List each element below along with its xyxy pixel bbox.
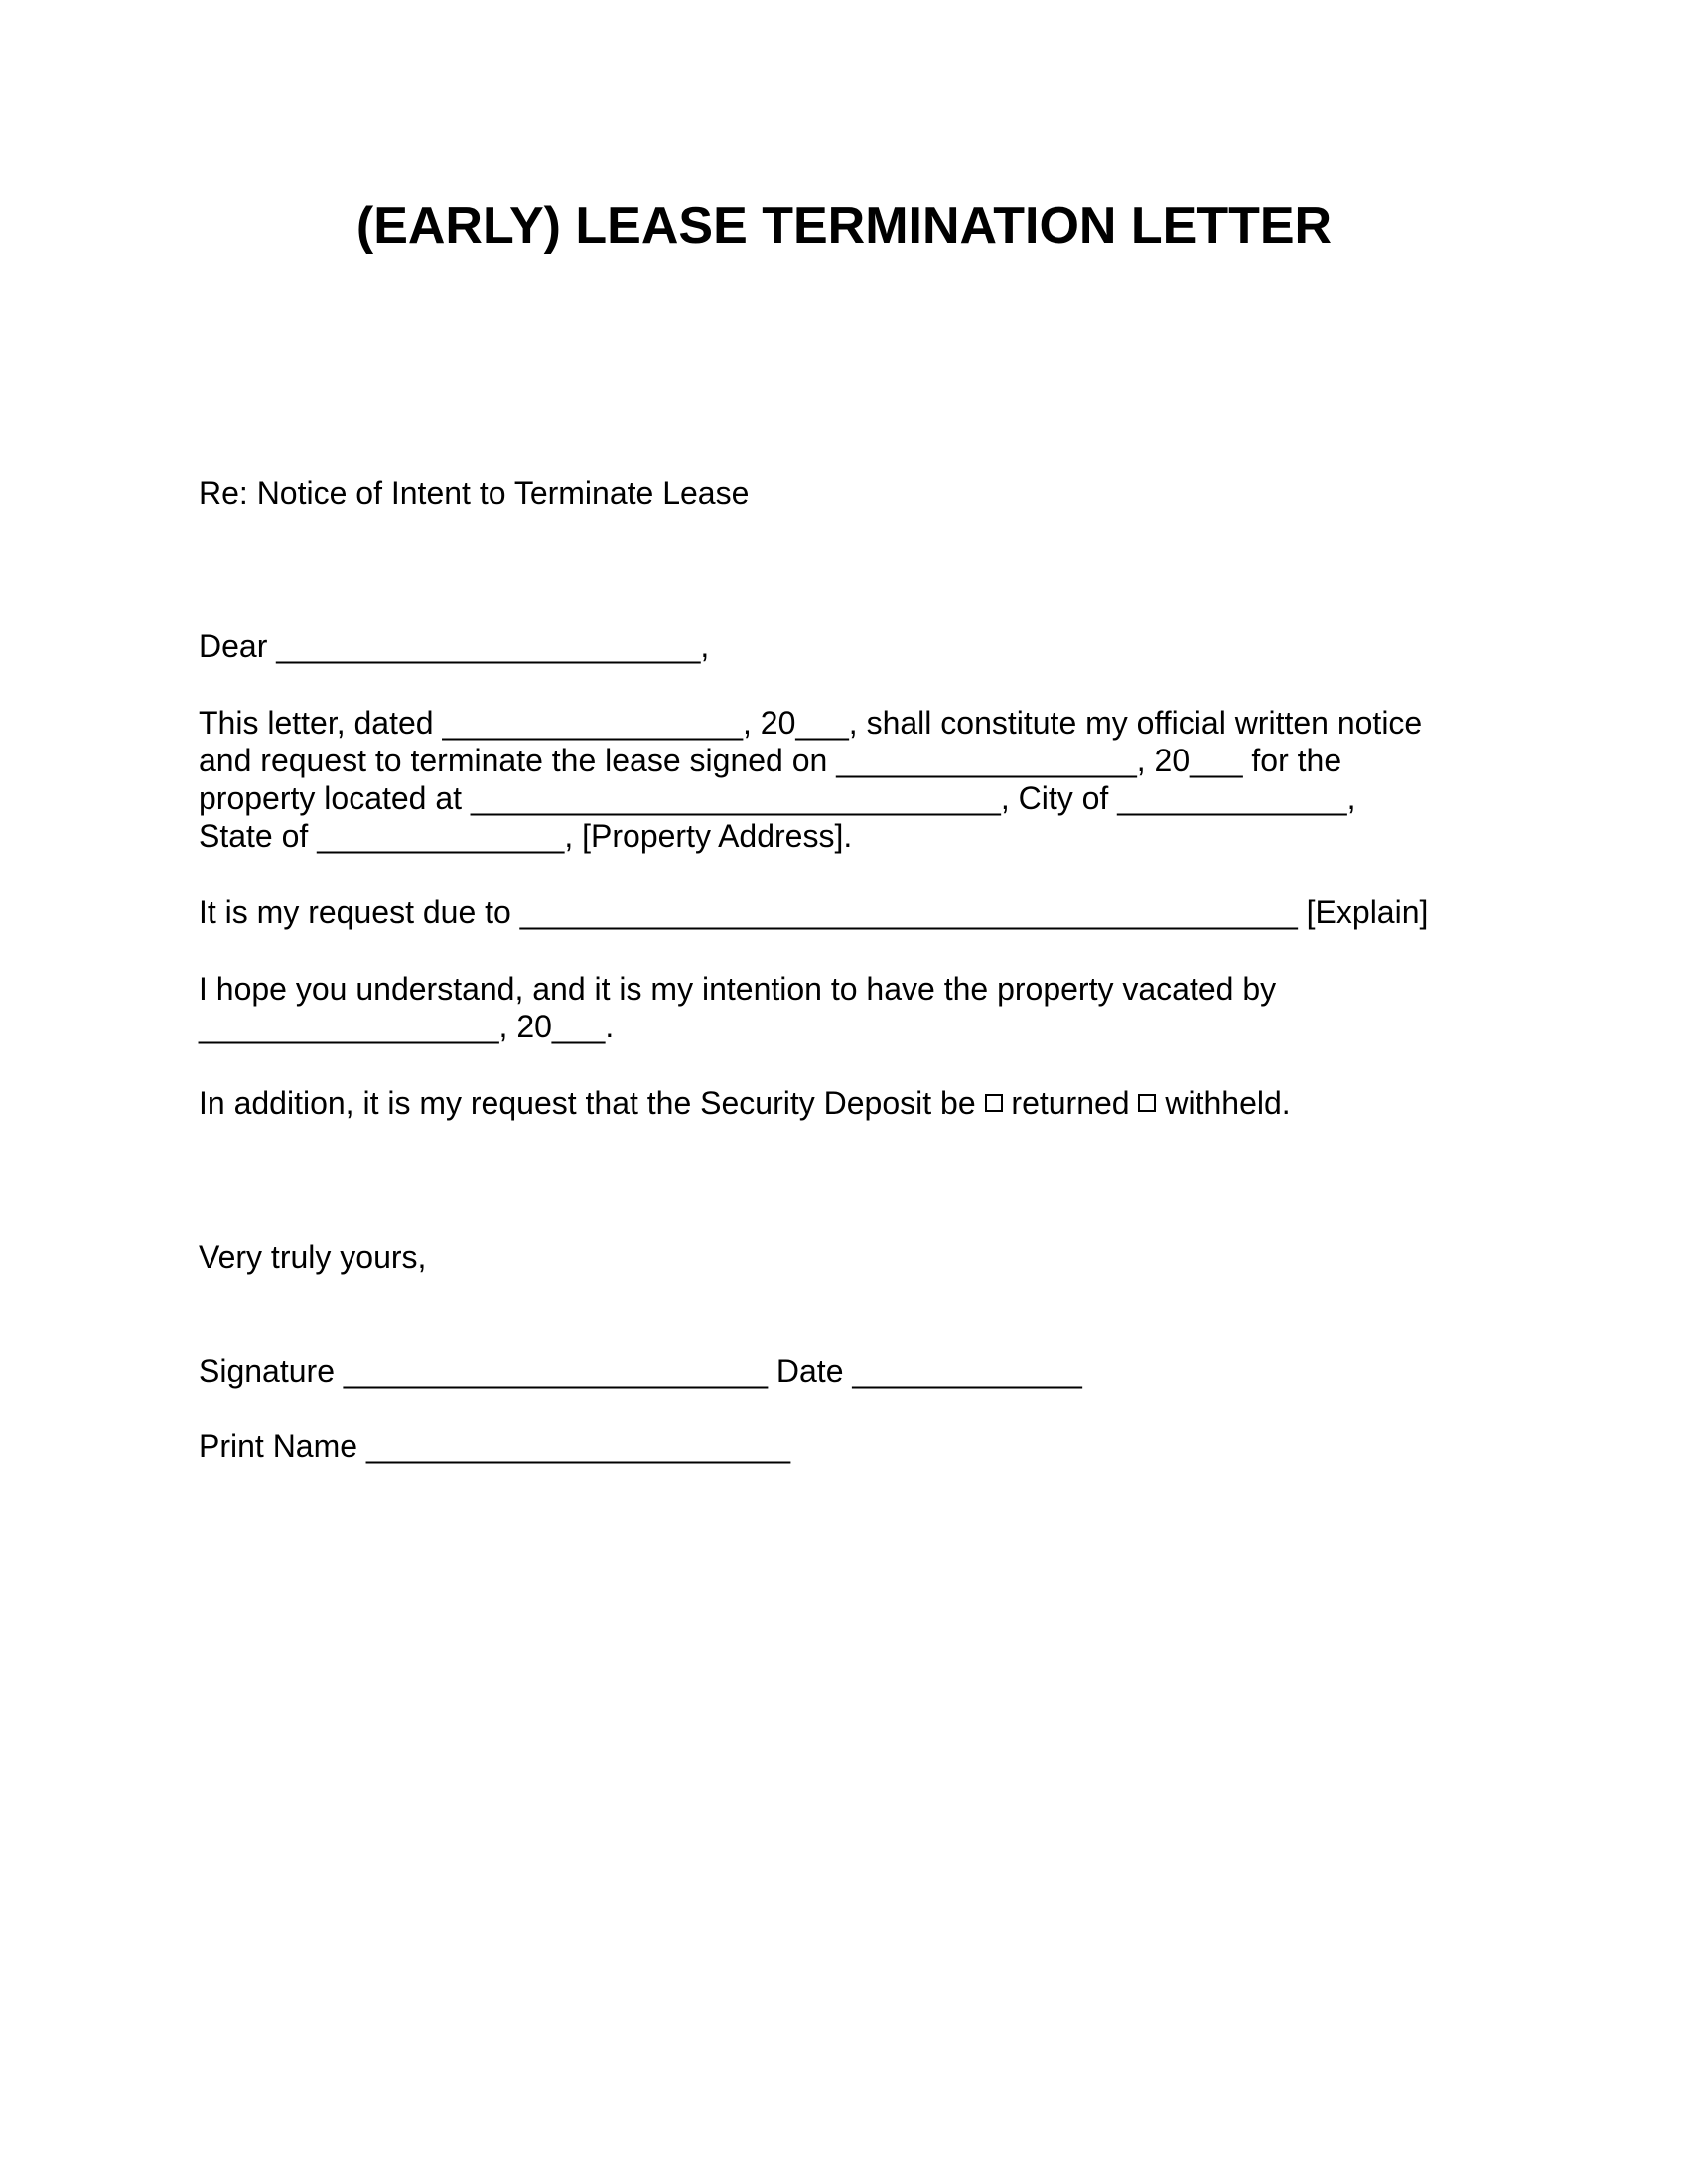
paragraph1-line2: and request to terminate the lease signed on _________________, 20___ for the bbox=[199, 743, 1342, 778]
print-name-line: Print Name ________________________ bbox=[199, 1429, 791, 1464]
paragraph1-line1: This letter, dated _________________, 20___, shall constitute my official written notice bbox=[199, 705, 1423, 741]
withheld-label: withheld. bbox=[1165, 1085, 1291, 1121]
paragraph3-line1: I hope you understand, and it is my intention to have the property vacated by bbox=[199, 971, 1277, 1007]
returned-checkbox[interactable] bbox=[985, 1094, 1003, 1112]
salutation: Dear ________________________, bbox=[199, 628, 710, 664]
paragraph1-line3: property located at ______________________________, City of _____________, bbox=[199, 780, 1356, 816]
signature-date-line: Signature ________________________ Date _____________ bbox=[199, 1353, 1082, 1389]
document-title: (EARLY) LEASE TERMINATION LETTER bbox=[355, 198, 1333, 255]
withheld-checkbox[interactable] bbox=[1138, 1094, 1156, 1112]
returned-label: returned bbox=[1011, 1085, 1130, 1121]
paragraph1-line4: State of ______________, [Property Address]. bbox=[199, 818, 853, 854]
closing: Very truly yours, bbox=[199, 1239, 427, 1275]
security-deposit-line bbox=[199, 1084, 1291, 1122]
paragraph2: It is my request due to ____________________________________________ [Explain] bbox=[199, 894, 1429, 930]
re-line: Re: Notice of Intent to Terminate Lease bbox=[199, 476, 750, 511]
paragraph3-line2: _________________, 20___. bbox=[199, 1009, 615, 1044]
security-deposit-text: In addition, it is my request that the Security Deposit be bbox=[199, 1085, 976, 1121]
